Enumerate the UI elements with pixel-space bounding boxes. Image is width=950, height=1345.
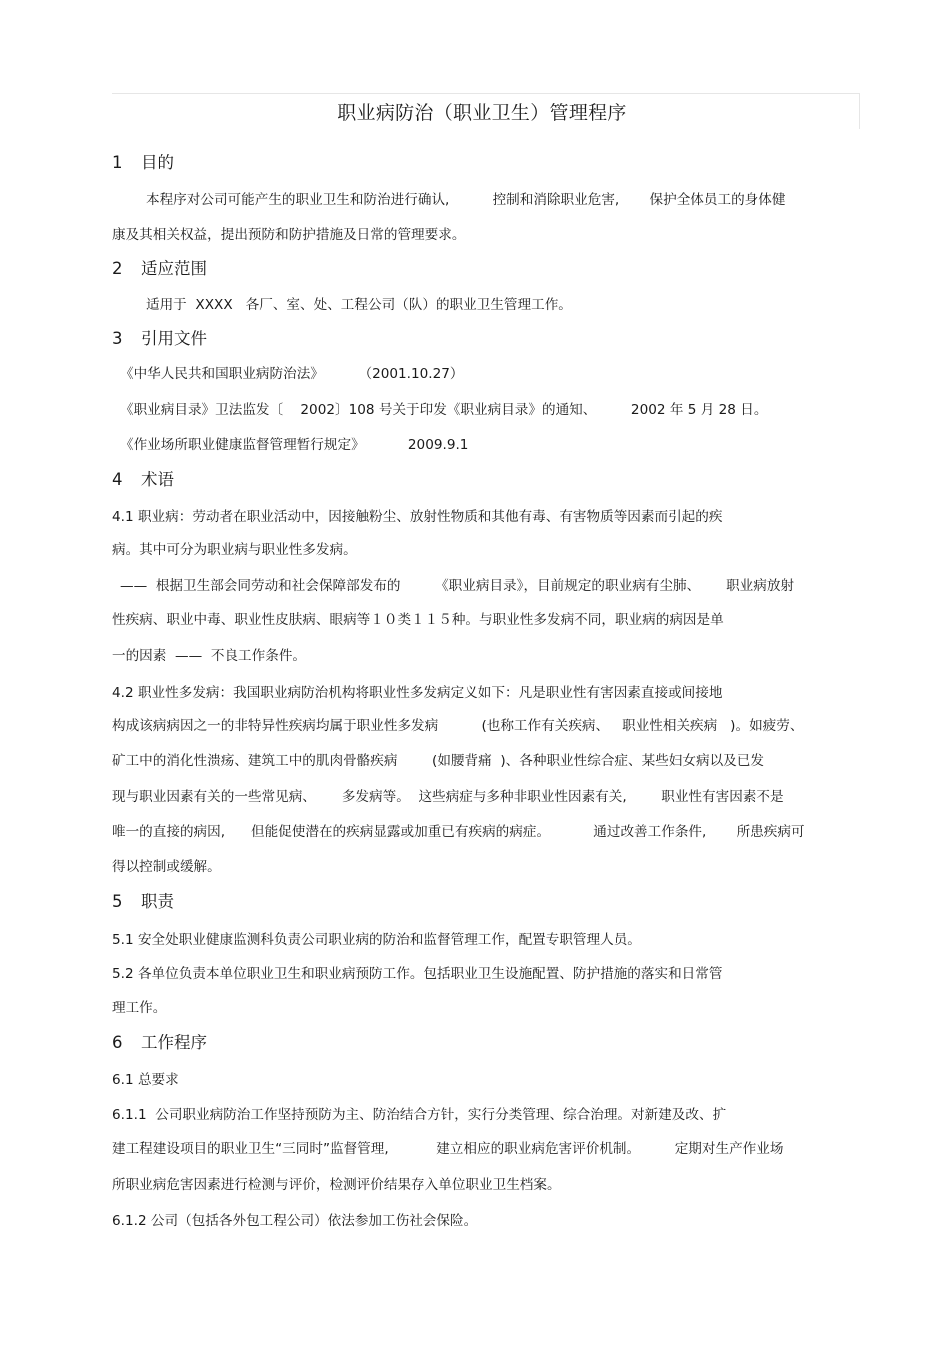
reference-item: 《职业病目录》卫法监发〔 2002〕108 号关于印发《职业病目录》的通知、 2002 年 5 月 28 日。	[120, 402, 768, 418]
section-title: 工作程序	[141, 1033, 207, 1052]
header-rule-right	[859, 93, 860, 129]
paragraph-line: 一的因素 —— 不良工作条件。	[112, 648, 307, 664]
paragraph-line: 6.1.1 公司职业病防治工作坚持预防为主、防治结合方针，实行分类管理、综合治理。对新建及改、扩	[112, 1107, 727, 1123]
paragraph-line: 矿工中的消化性溃疡、建筑工中的肌肉骨骼疾病 (如腰背痛 )、各种职业性综合症、某些妇女病以及已发	[112, 753, 764, 769]
section-title: 引用文件	[141, 329, 207, 348]
paragraph-line: 康及其相关权益，提出预防和防护措施及日常的管理要求。	[112, 227, 466, 243]
paragraph-line: 6.1.2 公司（包括各外包工程公司）依法参加工伤社会保险。	[112, 1213, 478, 1229]
section-heading-2	[112, 258, 207, 280]
paragraph-line: 本程序对公司可能产生的职业卫生和防治进行确认, 控制和消除职业危害, 保护全体员工的身体健	[146, 192, 786, 208]
paragraph-line: 4.2 职业性多发病：我国职业病防治机构将职业性多发病定义如下：凡是职业性有害因素直接或间接地	[112, 685, 723, 701]
paragraph-line: 适用于 XXXX 各厂、室、处、工程公司（队）的职业卫生管理工作。	[146, 297, 572, 313]
header-rule	[112, 93, 860, 94]
section-number: 6	[112, 1033, 123, 1052]
paragraph-line: 构成该病病因之一的非特异性疾病均属于职业性多发病 (也称工作有关疾病、 职业性相关疾病 )。如疲劳、	[112, 718, 804, 734]
section-number: 1	[112, 153, 123, 172]
section-number: 4	[112, 470, 123, 489]
reference-item: 《中华人民共和国职业病防治法》 （2001.10.27）	[120, 366, 464, 382]
paragraph-line: 现与职业因素有关的一些常见病、 多发病等。 这些病症与多种非职业性因素有关, 职业性有害因素不是	[112, 789, 784, 805]
section-title: 术语	[141, 470, 174, 489]
section-heading-6	[112, 1032, 207, 1054]
section-heading-1	[112, 152, 174, 174]
section-heading-5	[112, 891, 174, 913]
paragraph-line: 性疾病、职业中毒、职业性皮肤病、眼病等１０类１１５种。与职业性多发病不同，职业病的病因是单	[112, 612, 724, 628]
paragraph-line: 5.2 各单位负责本单位职业卫生和职业病预防工作。包括职业卫生设施配置、防护措施的落实和日常管	[112, 966, 723, 982]
paragraph-line: 5.1 安全处职业健康监测科负责公司职业病的防治和监督管理工作，配置专职管理人员。	[112, 932, 641, 948]
paragraph-line: —— 根据卫生部会同劳动和社会保障部发布的 《职业病目录》，目前规定的职业病有尘肺、 职业病放射	[120, 578, 795, 594]
paragraph-line: 唯一的直接的病因, 但能促使潜在的疾病显露或加重已有疾病的病症。 通过改善工作条件, 所患疾病可	[112, 824, 805, 840]
section-title: 目的	[141, 153, 174, 172]
document-title: 职业病防治（职业卫生）管理程序	[337, 102, 627, 124]
section-number: 5	[112, 892, 123, 911]
paragraph-line: 理工作。	[112, 1000, 167, 1016]
paragraph-line: 得以控制或缓解。	[112, 859, 221, 875]
section-number: 3	[112, 329, 123, 348]
section-title: 适应范围	[141, 259, 207, 278]
reference-item: 《作业场所职业健康监督管理暂行规定》 2009.9.1	[120, 437, 469, 453]
subsection-heading: 6.1 总要求	[112, 1072, 179, 1088]
paragraph-line: 4.1 职业病：劳动者在职业活动中，因接触粉尘、放射性物质和其他有毒、有害物质等因素而引起的疾	[112, 509, 723, 525]
section-heading-3	[112, 328, 207, 350]
paragraph-line: 所职业病危害因素进行检测与评价，检测评价结果存入单位职业卫生档案。	[112, 1177, 561, 1193]
paragraph-line: 建工程建设项目的职业卫生“三同时”监督管理, 建立相应的职业病危害评价机制。 定期对生产作业场	[112, 1141, 784, 1157]
paragraph-line: 病。其中可分为职业病与职业性多发病。	[112, 542, 357, 558]
section-number: 2	[112, 259, 123, 278]
section-title: 职责	[141, 892, 174, 911]
section-heading-4	[112, 469, 174, 491]
